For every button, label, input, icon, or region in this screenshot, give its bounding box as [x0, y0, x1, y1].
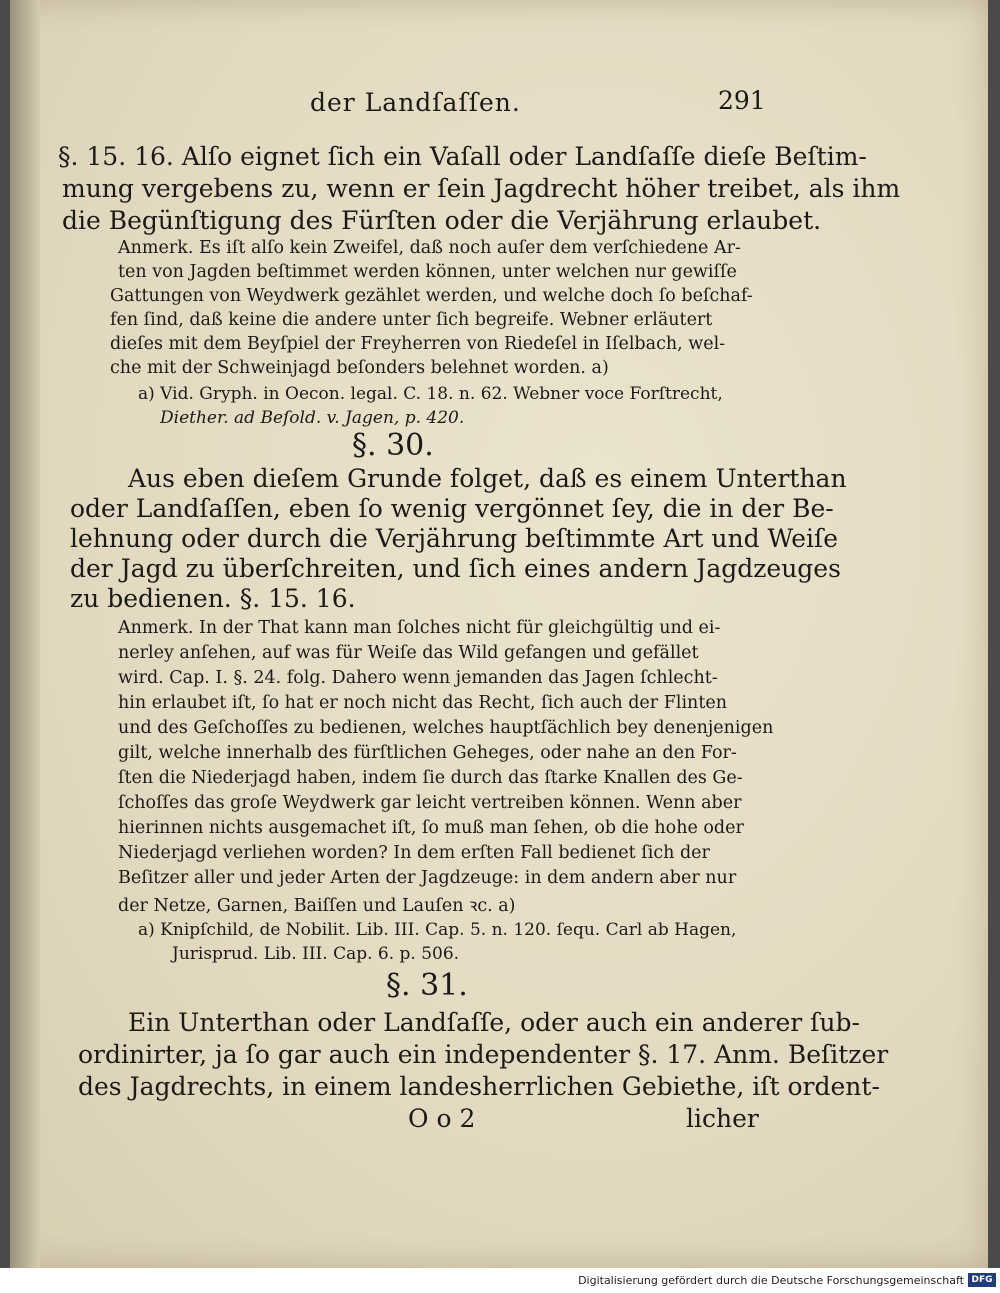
- paragraph-1-line-2: mung vergebens zu, wenn er ſein Jagdrecht höher treibet, als ihm: [62, 174, 901, 203]
- section-30-line-1: Aus eben dieſem Grunde folget, daß es einem Unterthan: [128, 464, 847, 493]
- dfg-logo-icon: DFG: [968, 1273, 996, 1287]
- note-2-line-10: Niederjagd verliehen worden? In dem erſten Fall bedienet ſich der: [118, 843, 710, 863]
- note-2-line-3: wird. Cap. I. §. 24. folg. Dahero wenn jemanden das Jagen ſchlecht-: [118, 668, 718, 688]
- note-1-line-4: fen ſind, daß keine die andere unter ſich begreife. Webner erläutert: [110, 310, 713, 330]
- section-31-line-2: ordinirter, ja ſo gar auch ein independenter §. 17. Anm. Beſitzer: [78, 1040, 889, 1069]
- section-30-line-4: der Jagd zu überſchreiten, und ſich eines andern Jagdzeuges: [70, 554, 841, 583]
- book-page: [10, 0, 988, 1268]
- note-2-line-11: Beſitzer aller und jeder Arten der Jagdzeuge: in dem andern aber nur: [118, 868, 737, 888]
- note-2-line-6: gilt, welche innerhalb des fürſtlichen Geheges, oder nahe an den For-: [118, 743, 737, 763]
- note-2-line-5: und des Geſchoſſes zu bedienen, welches hauptſächlich bey denenjenigen: [118, 718, 774, 738]
- signature-mark: O o 2: [408, 1104, 476, 1133]
- credit-line: Digitalisierung gefördert durch die Deutsche Forschungsgemeinschaft: [578, 1274, 964, 1287]
- running-title: der Landſaſſen.: [310, 88, 521, 117]
- footnote-2-line-2: Jurisprud. Lib. III. Cap. 6. p. 506.: [172, 944, 460, 964]
- page-text: [10, 0, 988, 1268]
- note-1-line-2: ten von Jagden beſtimmet werden können, unter welchen nur gewiſſe: [118, 262, 737, 282]
- section-31-heading: §. 31.: [386, 968, 468, 1003]
- section-31-line-3: des Jagdrechts, in einem landesherrlichen Gebiethe, iſt ordent-: [78, 1072, 880, 1101]
- note-1-line-6: che mit der Schweinjagd beſonders belehnet worden. a): [110, 358, 609, 378]
- footnote-2-line-1: a) Knipſchild, de Nobilit. Lib. III. Cap. 5. n. 120. ſequ. Carl ab Hagen,: [138, 920, 737, 940]
- note-2-line-1: Anmerk. In der That kann man ſolches nicht für gleichgültig und ei-: [118, 618, 721, 638]
- paragraph-1-line-3: die Begünſtigung des Fürſten oder die Verjährung erlaubet.: [62, 206, 822, 235]
- note-2-line-7: ſten die Niederjagd haben, indem ſie durch das ſtarke Knallen des Ge-: [118, 768, 743, 788]
- footnote-1-line-2: Diether. ad Beſold. v. Jagen, p. 420.: [160, 408, 465, 428]
- section-30-line-2: oder Landſaſſen, eben ſo wenig vergönnet ſey, die in der Be-: [70, 494, 834, 523]
- note-1-line-3: Gattungen von Weydwerk gezählet werden, und welche doch ſo beſchaf-: [110, 286, 753, 306]
- note-1-line-5: dieſes mit dem Beyſpiel der Freyherren von Riedeſel in Iſelbach, wel-: [110, 334, 726, 354]
- note-1-line-1: Anmerk. Es iſt alſo kein Zweifel, daß noch auſer dem verſchiedene Ar-: [118, 238, 741, 258]
- paragraph-1-line-1: §. 15. 16. Alſo eignet ſich ein Vaſall oder Landſaſſe dieſe Beſtim-: [58, 142, 867, 171]
- page-number: 291: [718, 86, 766, 115]
- section-30-line-3: lehnung oder durch die Verjährung beſtimmte Art und Weiſe: [70, 524, 839, 553]
- section-30-heading: §. 30.: [352, 428, 434, 463]
- note-2-line-8: ſchoſſes das groſe Weydwerk gar leicht vertreiben können. Wenn aber: [118, 793, 742, 813]
- catchword: licher: [686, 1104, 759, 1133]
- note-2-line-2: nerley anſehen, auf was für Weiſe das Wild gefangen und gefället: [118, 643, 699, 663]
- section-31-line-1: Ein Unterthan oder Landſaſſe, oder auch ein anderer ſub-: [128, 1008, 860, 1037]
- note-2-line-12: der Netze, Garnen, Baiſſen und Lauſen ꝛc. a): [118, 896, 516, 916]
- footnote-1-line-1: a) Vid. Gryph. in Oecon. legal. C. 18. n. 62. Webner voce Forſtrecht,: [138, 384, 723, 404]
- note-2-line-9: hierinnen nichts ausgemachet iſt, ſo muß man ſehen, ob die hohe oder: [118, 818, 744, 838]
- section-30-line-5: zu bedienen. §. 15. 16.: [70, 584, 356, 613]
- note-2-line-4: hin erlaubet iſt, ſo hat er noch nicht das Recht, ſich auch der Flinten: [118, 693, 727, 713]
